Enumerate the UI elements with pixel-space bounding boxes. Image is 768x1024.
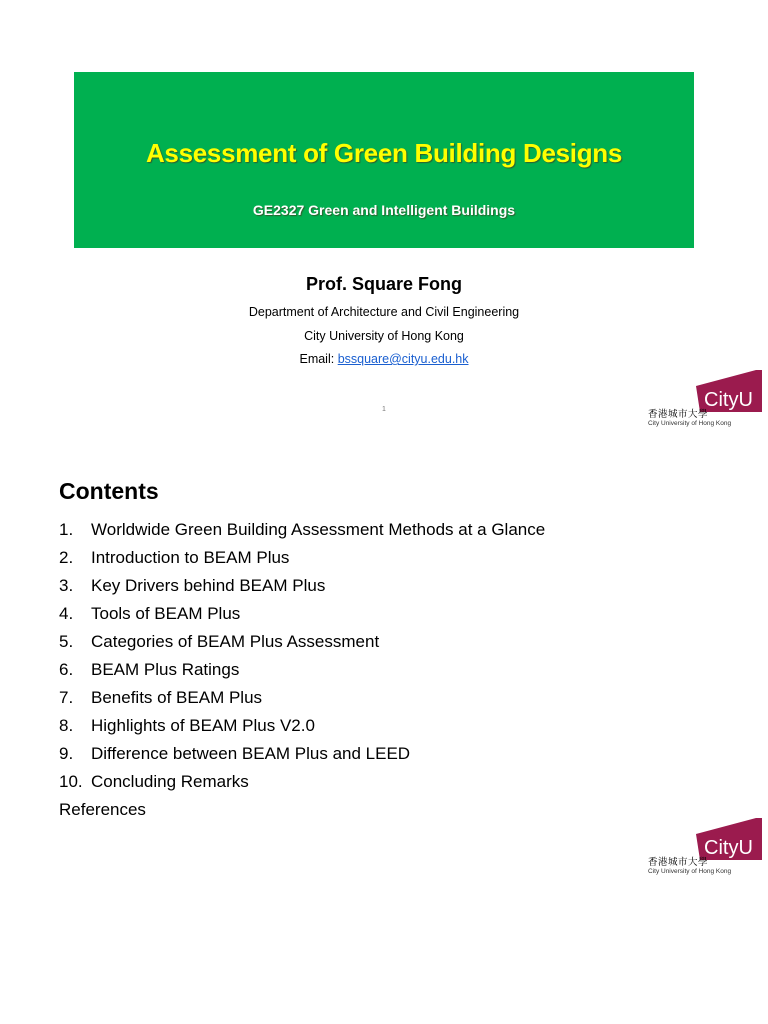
contents-list — [59, 516, 545, 824]
department-text: Department of Architecture and Civil Engineering — [248, 305, 520, 319]
list-item-label: Categories of BEAM Plus Assessment — [91, 632, 380, 651]
university-text: City University of Hong Kong — [304, 329, 464, 343]
contents-slide — [0, 440, 768, 880]
page-number: 1 — [382, 406, 386, 413]
list-item-references — [59, 796, 545, 824]
list-item-label: References — [59, 800, 146, 819]
list-item — [59, 712, 545, 740]
title-slide — [0, 0, 768, 440]
list-item-label: Difference between BEAM Plus and LEED — [91, 744, 411, 763]
cityu-logo — [648, 818, 764, 880]
list-item — [59, 600, 545, 628]
list-item-number: 6. — [59, 660, 74, 679]
logo-english-name: City University of Hong Kong — [648, 868, 732, 875]
list-item — [59, 628, 545, 656]
list-item-number: 1. — [59, 520, 74, 539]
list-item — [59, 740, 545, 768]
list-item-number: 8. — [59, 716, 74, 735]
list-item — [59, 684, 545, 712]
list-item-number: 7. — [59, 688, 74, 707]
email-link[interactable]: bssquare@cityu.edu.hk — [337, 352, 469, 366]
contents-heading: Contents — [59, 478, 159, 504]
author-name: Prof. Square Fong — [305, 274, 462, 294]
list-item-label: Benefits of BEAM Plus — [91, 688, 263, 707]
list-item-number: 10. — [59, 772, 83, 791]
course-subtitle: GE2327 Green and Intelligent Buildings — [252, 202, 516, 218]
list-item-number: 2. — [59, 548, 74, 567]
title-banner — [74, 72, 694, 248]
list-item — [59, 656, 545, 684]
cityu-logo — [648, 370, 764, 432]
slide-title: Assessment of Green Building Designs — [145, 138, 623, 168]
list-item — [59, 544, 545, 572]
list-item — [59, 768, 545, 796]
logo-chinese-name: 香港城市大學 — [648, 409, 709, 420]
list-item-label: Highlights of BEAM Plus V2.0 — [91, 716, 315, 735]
list-item-label: Worldwide Green Building Assessment Methods at a Glance — [91, 520, 546, 539]
list-item-number: 4. — [59, 604, 74, 623]
email-label: Email: — [299, 352, 338, 366]
list-item-label: Introduction to BEAM Plus — [91, 548, 290, 567]
email-line — [0, 352, 768, 366]
logo-wordmark: CityU — [704, 389, 753, 411]
logo-wordmark: CityU — [704, 837, 753, 859]
list-item-label: Concluding Remarks — [91, 772, 249, 791]
list-item — [59, 572, 545, 600]
list-item-label: Key Drivers behind BEAM Plus — [91, 576, 326, 595]
list-item-label: Tools of BEAM Plus — [91, 604, 241, 623]
logo-chinese-name: 香港城市大學 — [648, 857, 709, 868]
list-item — [59, 516, 545, 544]
list-item-number: 9. — [59, 744, 74, 763]
list-item-label: BEAM Plus Ratings — [91, 660, 240, 679]
list-item-number: 5. — [59, 632, 74, 651]
list-item-number: 3. — [59, 576, 74, 595]
logo-english-name: City University of Hong Kong — [648, 420, 732, 427]
